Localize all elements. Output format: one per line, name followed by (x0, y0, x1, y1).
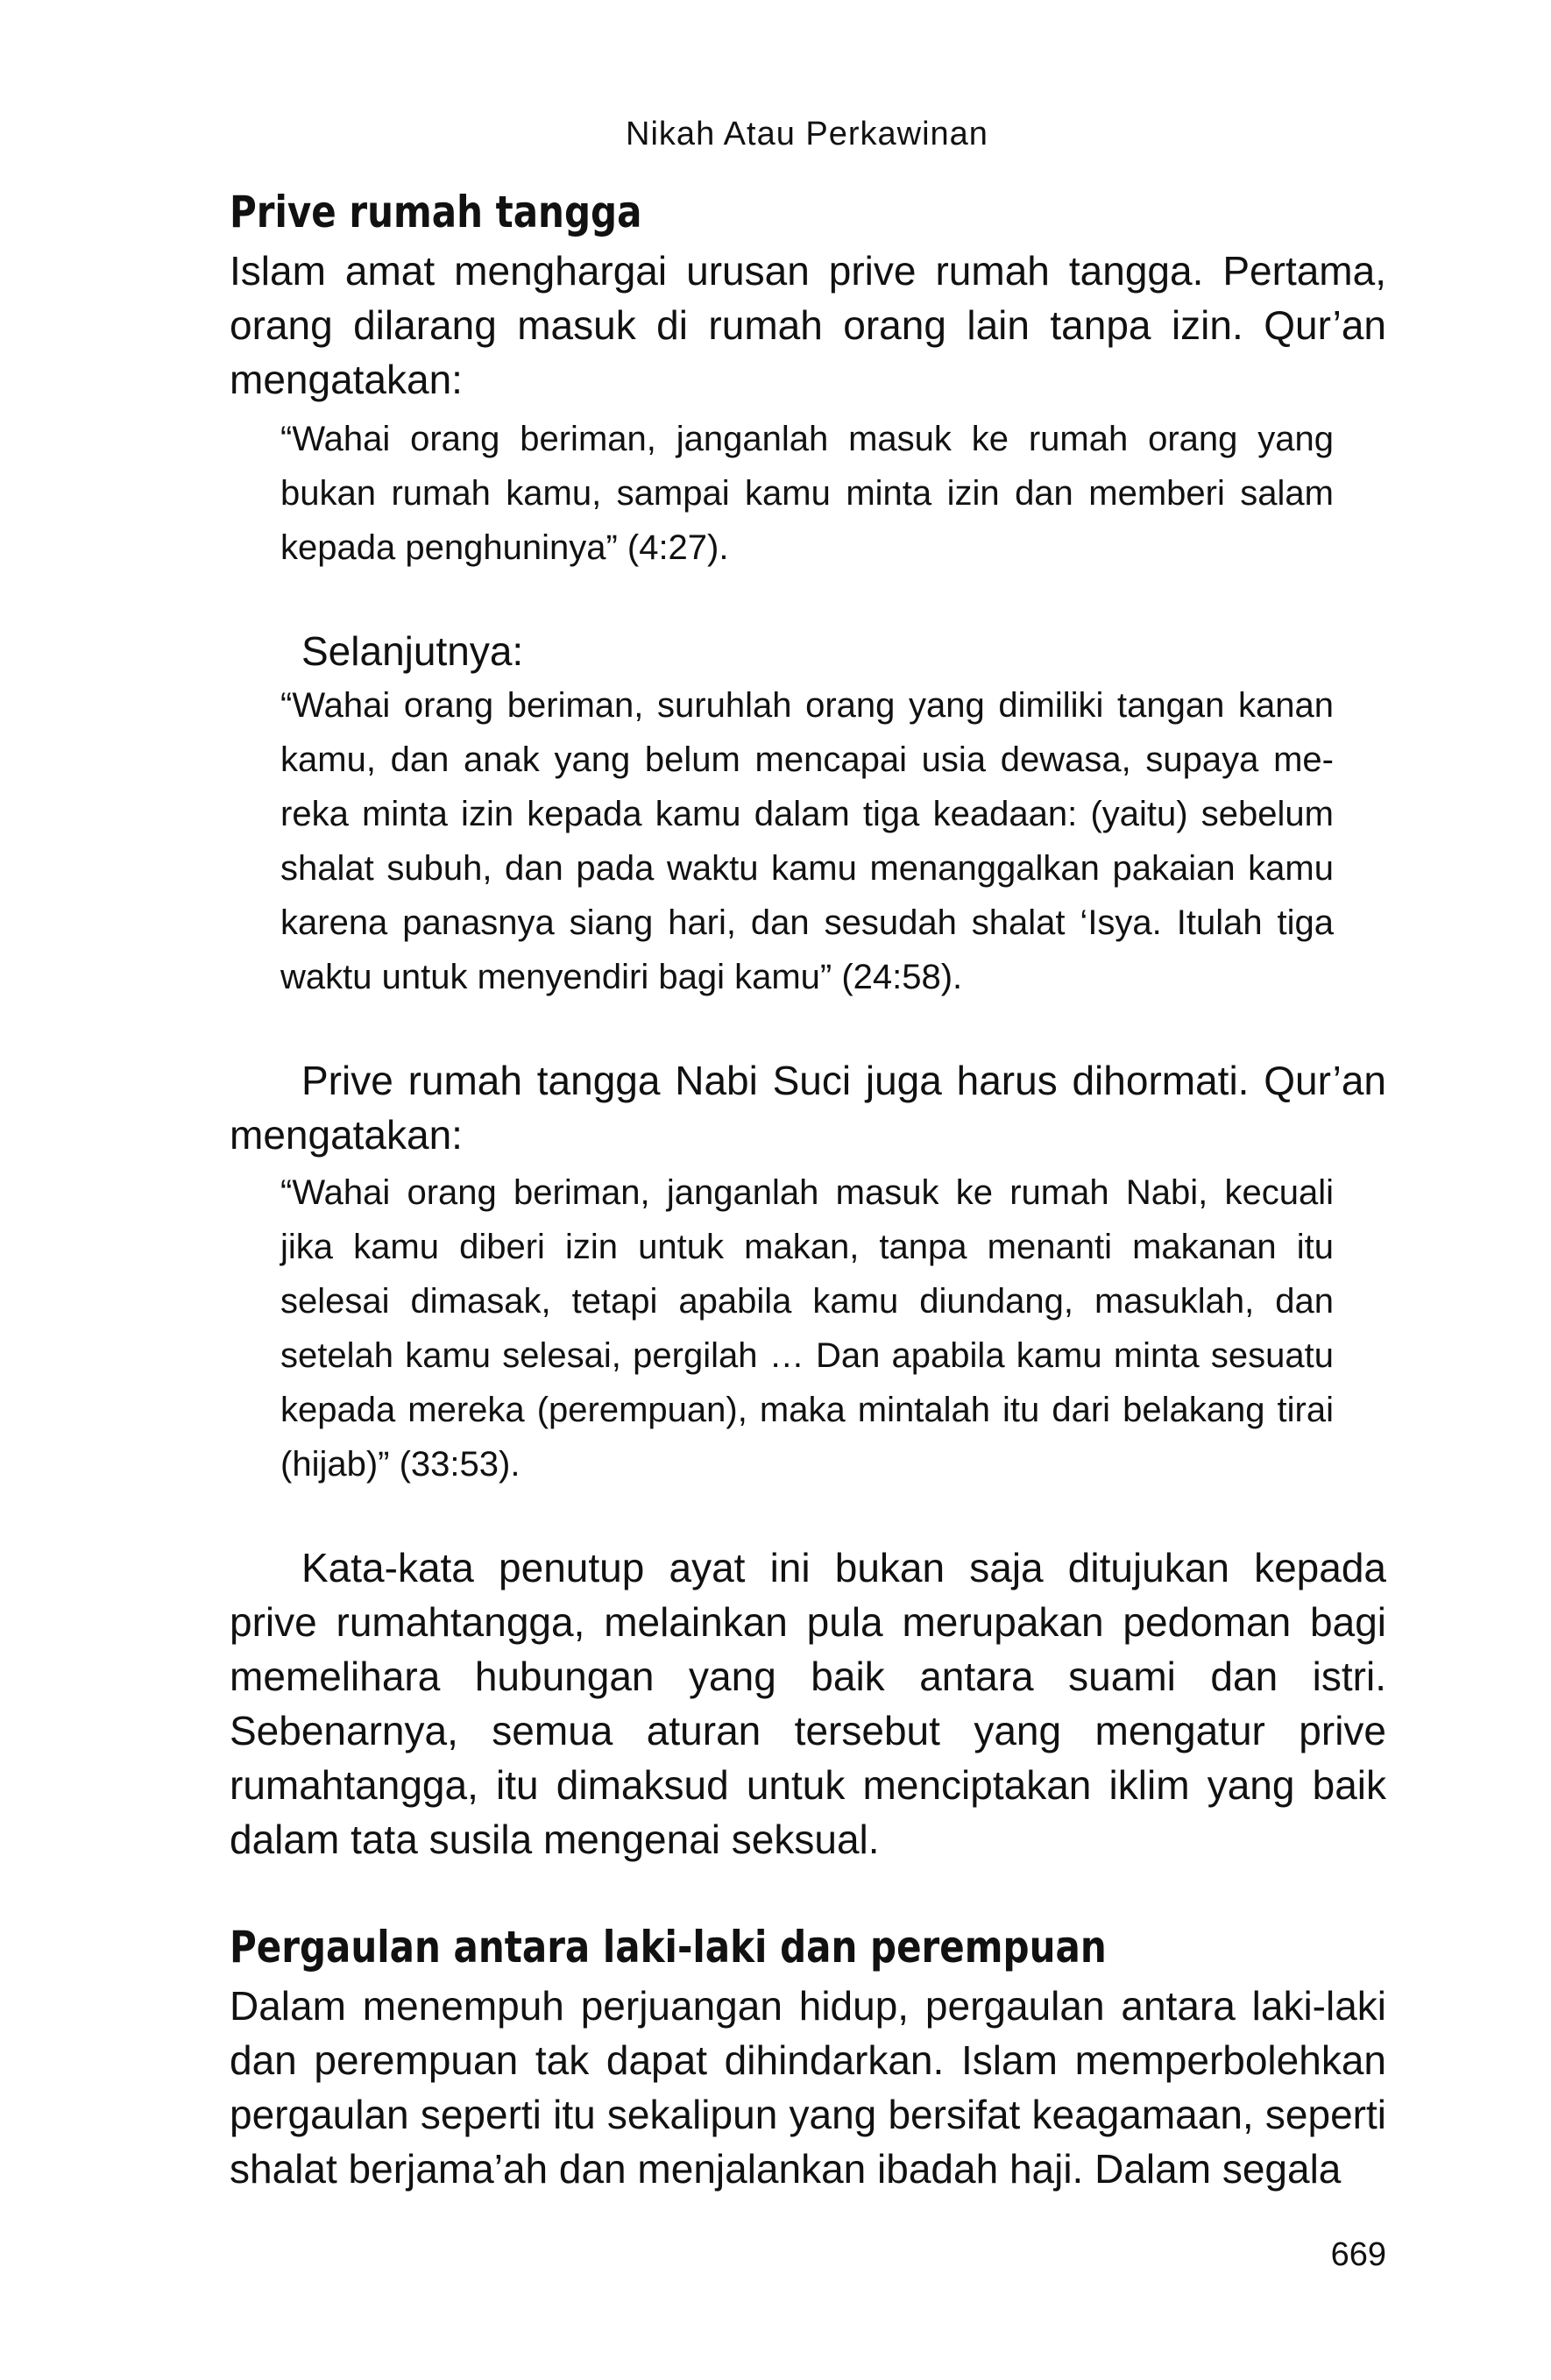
section-heading-prive-rumah-tangga: Prive rumah tangga (230, 187, 642, 237)
page-number: 669 (1330, 2236, 1386, 2273)
quran-quote: “Wahai orang beriman, suruhlah orang yang dimiliki tangan kanan kamu, dan anak yang belum mencapai usia dewasa, supaya mereka minta izin kepada kamu dalam tiga keadaan: (yaitu) sebelum shalat subuh, dan pada waktu kamu menanggalkan pakaian kamu karena panasnya siang hari, dan sesudah shalat ‘Isya. Itulah tiga waktu untuk menyendiri bagi kamu” (24:58). (280, 686, 1334, 996)
quran-quote: “Wahai orang beriman, janganlah masuk ke rumah Nabi, kecuali jika kamu diberi izin untuk makan, tanpa menanti makanan itu selesai dimasak, tetapi apabila kamu diundang, masuklah, dan setelah kamu selesai, pergilah … Dan apabila kamu minta sesuatu kepada mereka (perempuan), maka mintalah itu dari belakang tirai (hijab)” (33:53). (280, 1173, 1334, 1484)
body-paragraph: Islam amat menghargai urusan prive rumah tangga. Pertama, orang dilarang masuk di rumah orang lain tanpa izin. Qur’an mengatakan: (230, 248, 1386, 402)
running-header: Nikah Atau Perkawinan (626, 116, 988, 152)
section-heading-pergaulan: Pergaulan antara laki-laki dan perempuan (230, 1922, 1107, 1973)
body-paragraph-lead: Selanjutnya: (301, 628, 524, 674)
page-content (230, 181, 1386, 2196)
body-paragraph: Kata-kata penutup ayat ini bukan saja ditujukan kepada prive rumahtangga, melainkan pula merupakan pedoman bagi memelihara hubungan yang baik antara suami dan istri. Sebenarnya, semua aturan tersebut yang mengatur prive rumahtangga, itu dimaksud untuk menciptakan iklim yang baik dalam tata susila mengenai seksual. (230, 1545, 1386, 1862)
quran-quote: “Wahai orang beriman, janganlah masuk ke rumah orang yang bukan rumah kamu, sampai kamu minta izin dan memberi salam kepada penghuninya” (4:27). (280, 420, 1334, 567)
body-paragraph: Dalam menempuh perjuangan hidup, pergaulan antara laki-laki dan perempuan tak dapat dihindarkan. Islam memperbolehkan pergaulan seperti itu sekalipun yang bersifat keagamaan, seperti shalat berjama’ah dan menjalankan ibadah haji. Dalam segala (230, 1983, 1386, 2192)
body-paragraph: Prive rumah tangga Nabi Suci juga harus dihormati. Qur’an mengatakan: (230, 1058, 1386, 1158)
